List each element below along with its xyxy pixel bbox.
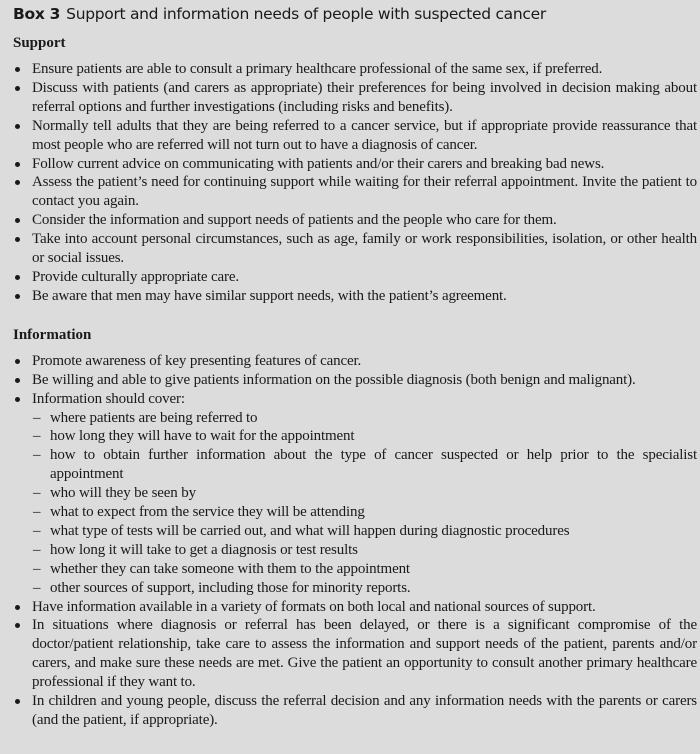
sublist-item	[32, 579, 697, 598]
support-list	[13, 60, 697, 306]
bullet-icon	[15, 378, 20, 383]
list-item-text: Normally tell adults that they are being referred to a cancer service, but if appropriate provide reassurance that most people who are referred will not turn out to have a diagnosis of cancer.	[32, 117, 697, 153]
list-item	[13, 287, 697, 306]
list-item-text: Follow current advice on communicating with patients and/or their carers and breaking bad news.	[32, 155, 605, 172]
list-item-text: Promote awareness of key presenting features of cancer.	[32, 352, 362, 369]
list-item-text: In children and young people, discuss the referral decision and any information needs with the parents or carers (and the patient, if appropriate).	[32, 693, 697, 728]
list-item	[13, 598, 697, 617]
sublist-item-text: how to obtain further information about the type of cancer suspected or help prior to the specialist appointment	[50, 447, 697, 483]
information-list	[13, 352, 697, 730]
box-title-text: Support and information needs of people with suspected cancer	[66, 5, 546, 23]
dash-icon: –	[33, 504, 41, 521]
sublist-item	[32, 541, 697, 560]
list-item-text: Be willing and able to give patients information on the possible diagnosis (both benign and malignant).	[32, 371, 636, 388]
bullet-icon	[15, 86, 20, 91]
sublist-item-text: who will they be seen by	[50, 485, 196, 502]
information-sublist	[32, 409, 697, 598]
bullet-icon	[15, 359, 20, 364]
sublist-item	[32, 484, 697, 503]
sublist-item	[32, 427, 697, 446]
list-item-text: Discuss with patients (and carers as appropriate) their preferences for being involved in decision making about referral options and further investigations (including risks and benefits).	[32, 79, 697, 115]
list-item	[13, 60, 697, 79]
bullet-icon	[15, 623, 20, 628]
dash-icon: –	[33, 485, 41, 502]
support-heading: Support	[13, 35, 66, 51]
dash-icon: –	[33, 560, 41, 577]
bullet-icon	[15, 699, 20, 704]
list-item	[13, 211, 697, 230]
list-item-text: Ensure patients are able to consult a primary healthcare professional of the same sex, if preferred.	[32, 61, 603, 77]
list-item	[13, 352, 697, 371]
list-item-text: Have information available in a variety of formats on both local and national sources of support.	[32, 598, 596, 615]
sublist-item-text: how long it will take to get a diagnosis or test results	[50, 541, 358, 558]
list-item	[13, 692, 697, 730]
information-heading: Information	[13, 326, 92, 343]
sublist-item-text: where patients are being referred to	[50, 409, 258, 426]
list-item	[13, 173, 697, 211]
dash-icon: –	[33, 409, 41, 426]
list-item-text: Take into account personal circumstances, such as age, family or work responsibilities, isolation, or other health or social issues.	[32, 231, 697, 267]
section-gap	[13, 306, 700, 326]
dash-icon: –	[33, 541, 41, 558]
sublist-item-text: what to expect from the service they will be attending	[50, 504, 365, 521]
dash-icon: –	[33, 579, 41, 596]
bullet-icon	[15, 180, 20, 185]
bullet-icon	[15, 605, 20, 610]
sublist-item-text: how long they will have to wait for the appointment	[50, 428, 355, 445]
bullet-icon	[15, 162, 20, 167]
list-item	[13, 79, 697, 117]
sublist-item	[32, 560, 697, 579]
sublist-item	[32, 446, 697, 484]
dash-icon: –	[33, 428, 41, 445]
dash-icon: –	[33, 522, 41, 539]
bullet-icon	[15, 275, 20, 280]
sublist-item-text: what type of tests will be carried out, and what will happen during diagnostic procedures	[50, 522, 570, 539]
list-item-text: Be aware that men may have similar support needs, with the patient’s agreement.	[32, 287, 507, 304]
sublist-item	[32, 409, 697, 428]
bullet-icon	[15, 397, 20, 402]
sublist-item	[32, 522, 697, 541]
dash-icon: –	[33, 447, 41, 464]
list-item-text: In situations where diagnosis or referral has been delayed, or there is a significant compromise of the doctor/patient relationship, take care to assess the information and support needs of the patient, parents and/or carers, and make sure these needs are met. Give the patient an opportunity to consult another primary healthcare professional if they want to.	[32, 617, 697, 691]
list-item-text: Information should cover:	[32, 390, 185, 407]
box-label: Box 3	[13, 5, 61, 23]
list-item-text: Consider the information and support needs of patients and the people who care for them.	[32, 212, 557, 229]
box-title	[13, 4, 700, 24]
bullet-icon	[15, 237, 20, 242]
list-item-text: Provide culturally appropriate care.	[32, 268, 240, 285]
list-item	[13, 230, 697, 268]
bullet-icon	[15, 124, 20, 129]
list-item-text: Assess the patient’s need for continuing support while waiting for their referral appointment. Invite the patient to contact you again.	[32, 174, 697, 210]
list-item	[13, 390, 697, 598]
list-item	[13, 616, 697, 692]
list-item	[13, 371, 697, 390]
bullet-icon	[15, 294, 20, 299]
list-item	[13, 268, 697, 287]
bullet-icon	[15, 218, 20, 223]
sublist-item-text: other sources of support, including those for minority reports.	[50, 579, 411, 596]
list-item	[13, 117, 697, 155]
sublist-item	[32, 503, 697, 522]
bullet-icon	[15, 67, 20, 72]
sublist-item-text: whether they can take someone with them to the appointment	[50, 560, 410, 577]
list-item	[13, 155, 697, 174]
